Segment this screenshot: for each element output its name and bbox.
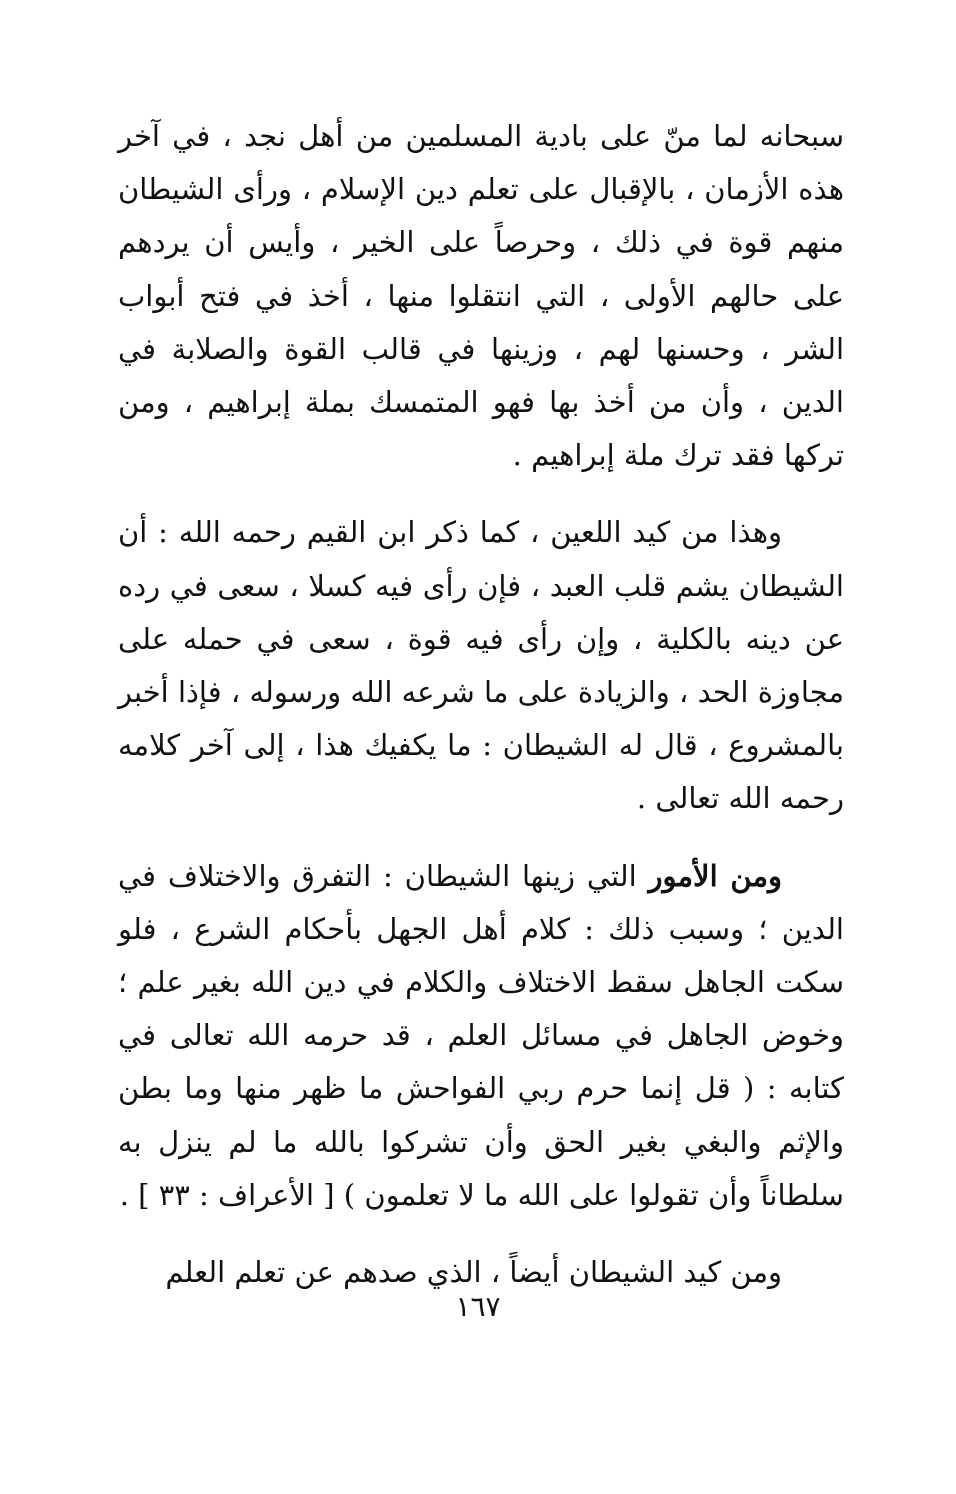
paragraph-1-text: سبحانه لما منّ على بادية المسلمين من أهل نجد ، في آخر هذه الأزمان ، بالإقبال على تعلم دين الإسلام ، ورأى الشيطان منهم قوة في ذلك ، وحرصاً على الخير ، وأيس أن يردهم على حالهم الأولى ، التي انتقلوا منها ، أخذ في فتح أبواب الشر ، وحسنها لهم ، وزينها في قالب القوة والصلابة في الدين ، وأن من أخذ بها فهو المتمسك بملة إبراهيم ، ومن تركها فقد ترك ملة إبراهيم . (118, 119, 844, 473)
paragraph-3 (118, 850, 844, 1222)
paragraph-2-text: وهذا من كيد اللعين ، كما ذكر ابن القيم رحمه الله : أن الشيطان يشم قلب العبد ، فإن رأى فيه كسلا ، سعى في رده عن دينه بالكلية ، وإن رأى فيه قوة ، سعى في حمله على مجاوزة الحد ، والزيادة على ما شرعه الله ورسوله ، فإذا أخبر بالمشروع ، قال له الشيطان : ما يكفيك هذا ، إلى آخر كلامه رحمه الله تعالى . (118, 515, 844, 816)
paragraph-3-lead-bold: ومن الأمور (648, 858, 782, 893)
paragraph-4-text: ومن كيد الشيطان أيضاً ، الذي صدهم عن تعلم العلم (165, 1255, 782, 1290)
paragraph-3-text: التي زينها الشيطان : التفرق والاختلاف في الدين ؛ وسبب ذلك : كلام أهل الجهل بأحكام الشرع ، فلو سكت الجاهل سقط الاختلاف والكلام في دين الله بغير علم ؛ وخوض الجاهل في مسائل العلم ، قد حرمه الله تعالى في كتابه : ( قل إنما حرم ربي الفواحش ما ظهر منها وما بطن والإثم والبغي بغير الحق وأن تشركوا بالله ما لم ينزل به سلطاناً وأن تقولوا على الله ما لا تعلمون ) [ الأعراف : ٣٣ ] . (118, 858, 844, 1212)
paragraph-2 (118, 506, 844, 825)
body-text (118, 110, 844, 1299)
page-number: ١٦٧ (455, 1290, 501, 1323)
paragraph-1 (118, 110, 844, 482)
